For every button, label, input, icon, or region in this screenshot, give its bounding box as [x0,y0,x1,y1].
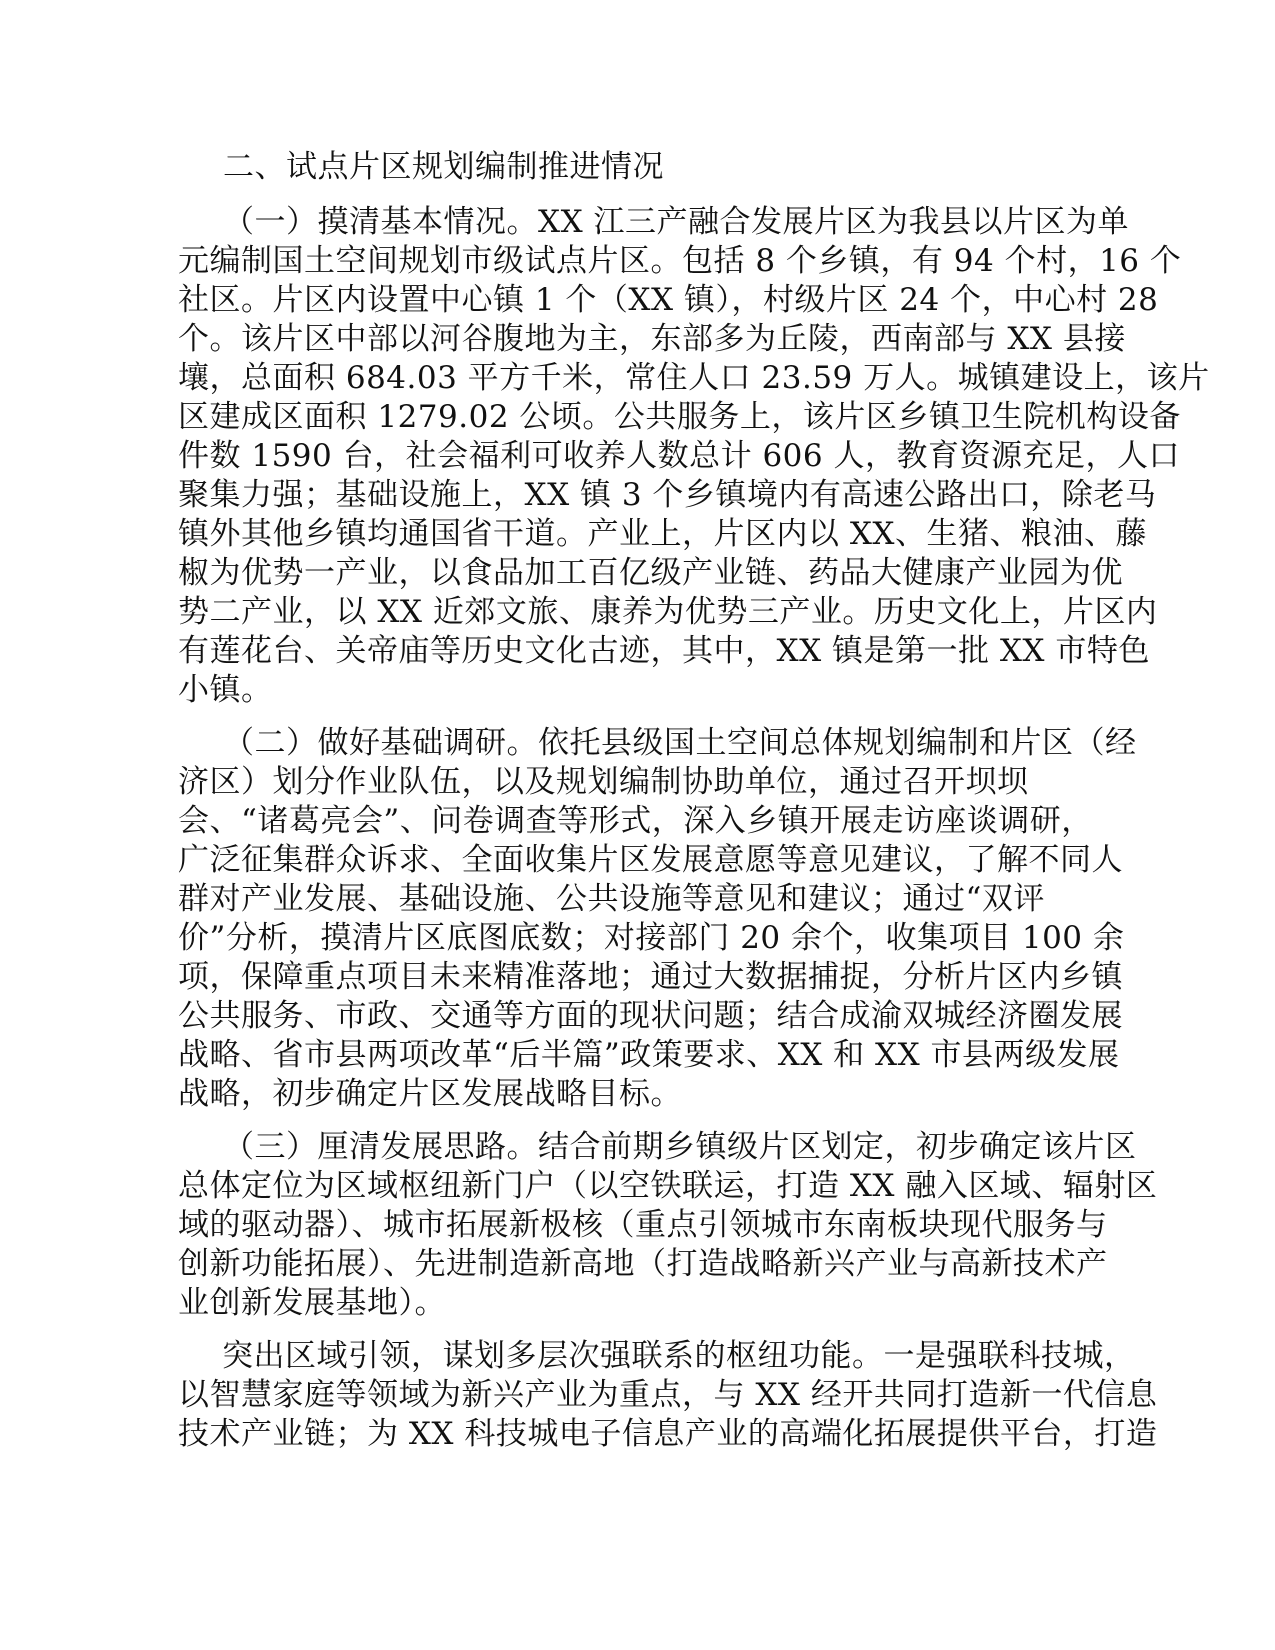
text-line: 小镇。 [178,672,273,708]
document-page [178,148,1210,1468]
text-line: 项，保障重点项目未来精准落地；通过大数据捕捉，分析片区内乡镇 [178,959,1123,995]
text-line: 广泛征集群众诉求、全面收集片区发展意愿等意见建议，了解不同人 [178,842,1123,878]
section-heading: 二、试点片区规划编制推进情况 [223,149,664,185]
text-line: 镇外其他乡镇均通国省干道。产业上，片区内以 XX、生猪、粮油、藤 [178,516,1147,552]
text-line: 聚集力强；基础设施上，XX 镇 3 个乡镇境内有高速公路出口，除老马 [178,477,1157,513]
paragraph-3 [178,1128,1158,1323]
text-line: 战略，初步确定片区发展战略目标。 [178,1076,682,1112]
text-line: 价”分析，摸清片区底图底数；对接部门 20 余个，收集项目 100 余 [178,920,1125,956]
text-line: 技术产业链；为 XX 科技城电子信息产业的高端化拓展提供平台，打造 [178,1416,1158,1452]
text-line: 突出区域引领，谋划多层次强联系的枢纽功能。一是强联科技城， [222,1338,1136,1374]
text-line: 创新功能拓展）、先进制造新高地（打造战略新兴产业与高新技术产 [178,1246,1108,1282]
paragraph-4 [178,1337,1158,1454]
text-line: 总体定位为区域枢纽新门户（以空铁联运，打造 XX 融入区域、辐射区 [178,1168,1158,1204]
paragraph-2 [178,724,1137,1114]
text-line: 壤，总面积 684.03 平方千米，常住人口 23.59 万人。城镇建设上，该片 [178,360,1210,396]
text-line: （三）厘清发展思路。结合前期乡镇级片区划定，初步确定该片区 [223,1129,1137,1165]
text-line: （一）摸清基本情况。XX 江三产融合发展片区为我县以片区为单 [223,204,1129,240]
text-line: 个。该片区中部以河谷腹地为主，东部多为丘陵，西南部与 XX 县接 [178,321,1126,357]
document-body [178,203,1210,1454]
text-line: 元编制国土空间规划市级试点片区。包括 8 个乡镇，有 94 个村，16 个 [178,243,1182,279]
paragraph-1 [178,203,1210,710]
text-line: 公共服务、市政、交通等方面的现状问题；结合成渝双城经济圈发展 [178,998,1123,1034]
text-line: 有莲花台、关帝庙等历史文化古迹，其中，XX 镇是第一批 XX 市特色 [178,633,1150,669]
text-line: 区建成区面积 1279.02 公顷。公共服务上，该片区乡镇卫生院机构设备 [178,399,1181,435]
text-line: 群对产业发展、基础设施、公共设施等意见和建议；通过“双评 [178,881,1045,917]
text-line: 会、“诸葛亮会”、问卷调查等形式，深入乡镇开展走访座谈调研， [178,803,1093,839]
text-line: （二）做好基础调研。依托县级国土空间总体规划编制和片区（经 [223,725,1137,761]
text-line: 域的驱动器）、城市拓展新极核（重点引领城市东南板块现代服务与 [178,1207,1108,1243]
text-line: 战略、省市县两项改革“后半篇”政策要求、XX 和 XX 市县两级发展 [178,1037,1120,1073]
text-line: 件数 1590 台，社会福利可收养人数总计 606 人，教育资源充足，人口 [178,438,1180,474]
text-line: 势二产业，以 XX 近郊文旅、康养为优势三产业。历史文化上，片区内 [178,594,1158,630]
text-line: 社区。片区内设置中心镇 1 个（XX 镇），村级片区 24 个，中心村 28 [178,282,1159,318]
text-line: 椒为优势一产业，以食品加工百亿级产业链、药品大健康产业园为优 [178,555,1123,591]
text-line: 济区）划分作业队伍，以及规划编制协助单位，通过召开坝坝 [178,764,1029,800]
text-line: 业创新发展基地）。 [178,1285,446,1321]
text-line: 以智慧家庭等领域为新兴产业为重点，与 XX 经开共同打造新一代信息 [178,1377,1158,1413]
